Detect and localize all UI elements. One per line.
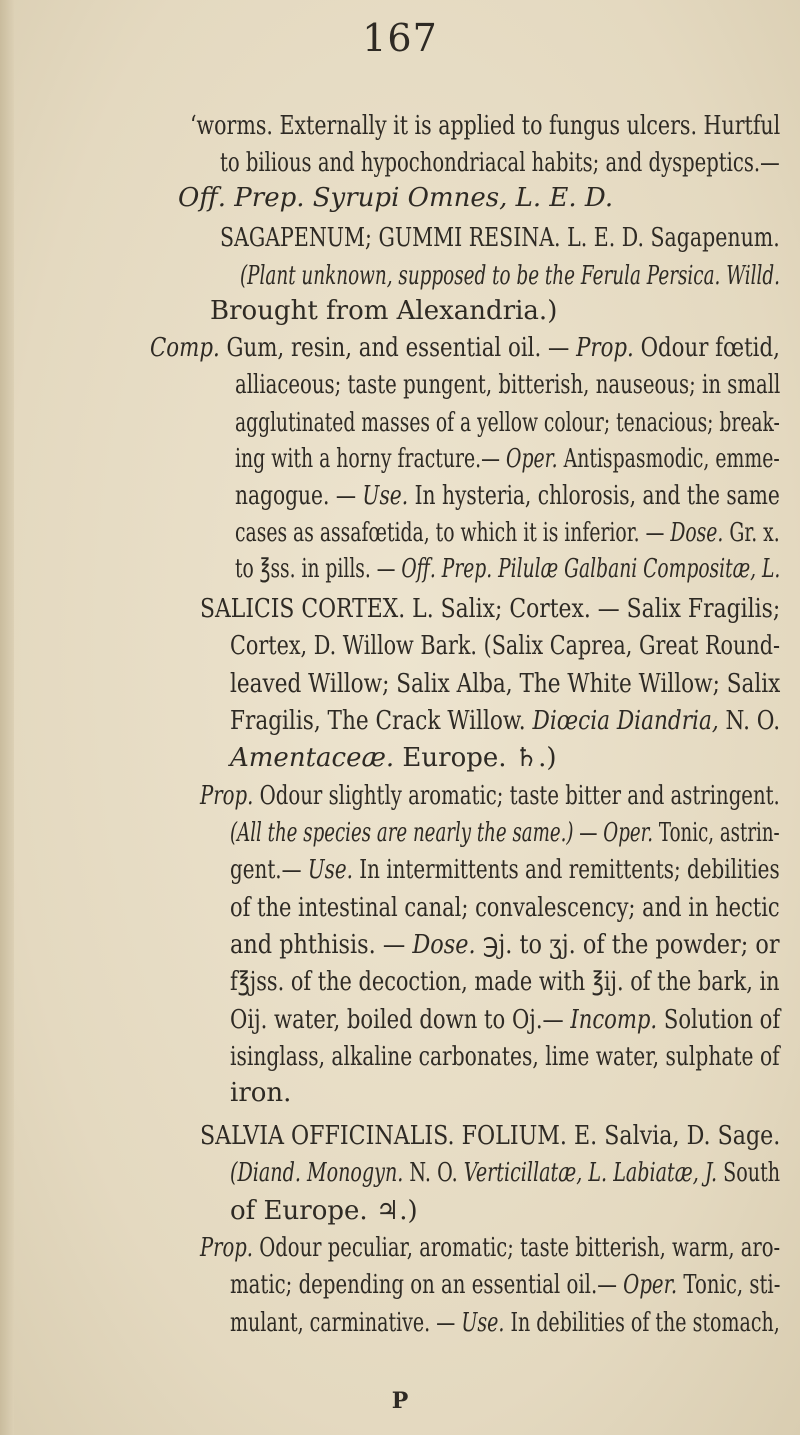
text-line: [230, 927, 780, 963]
italic-text: Use.: [307, 855, 353, 885]
text-line: [200, 1230, 780, 1266]
italic-text: Incomp.: [570, 1005, 658, 1035]
text-line: [235, 478, 780, 514]
text-run: In hysteria, chlorosis, and the same: [408, 481, 780, 511]
text-run: and phthisis. —: [230, 930, 413, 960]
italic-text: (All the species are nearly the same.): [230, 818, 574, 848]
text-run: ‘worms. Externally it is applied to fungus ulcers. Hurtful: [190, 111, 781, 141]
text-run: —: [573, 818, 604, 848]
text-run: isinglass, alkaline carbonates, lime water, sulphate of: [230, 1042, 780, 1072]
text-run: Odour slightly aromatic; taste bitter and astringent.: [253, 781, 780, 811]
text-run: Oij. water, boiled down to Oj.—: [230, 1005, 571, 1035]
italic-text: Oper.: [603, 818, 654, 848]
text-run: Antispasmodic, emme-: [557, 444, 780, 474]
text-line: [235, 441, 780, 477]
text-line: [200, 1118, 780, 1154]
text-run: Europe. ♄.): [394, 743, 557, 773]
text-run: In debilities of the stomach,: [504, 1308, 780, 1338]
italic-text: Prop.: [200, 1233, 254, 1263]
text-run: of Europe. ♃.): [230, 1196, 418, 1226]
text-run: f℥jss. of the decoction, made with ℥ij. of the bark, in: [230, 967, 780, 997]
text-run: Brought from Alexandria.): [210, 296, 558, 326]
text-line: [150, 330, 780, 366]
text-line: [230, 1267, 780, 1303]
text-run: of the intestinal canal; convalescency; and in hectic: [230, 893, 780, 923]
text-run: agglutinated masses of a yellow colour; tenacious; break-: [235, 408, 780, 438]
text-line: [230, 703, 780, 739]
text-run: Tonic, astrin-: [653, 818, 780, 848]
italic-text: (Plant unknown, supposed to be the Ferula Persica. Willd.: [240, 261, 781, 291]
italic-text: Oper.: [623, 1270, 678, 1300]
text-line: [230, 852, 780, 888]
italic-text: Verticillatæ, L. Labiatæ, J.: [463, 1158, 718, 1188]
text-line: [178, 180, 613, 216]
italic-text: Comp.: [150, 333, 220, 363]
italic-text: Off. Prep. Syrupi Omnes, L. E. D.: [178, 183, 614, 213]
text-run: Odour fœtid,: [633, 333, 780, 363]
text-line: [230, 1002, 780, 1038]
text-run: In intermittents and remittents; debilities: [352, 855, 780, 885]
text-line: [210, 293, 557, 329]
italic-text: (Diand. Monogyn.: [230, 1158, 404, 1188]
italic-text: Diœcia Diandria,: [532, 706, 719, 736]
text-run: ing with a horny fracture.—: [235, 444, 507, 474]
text-line: [230, 1155, 780, 1191]
text-line: [220, 145, 780, 181]
text-line: [230, 666, 780, 702]
text-run: SALICIS CORTEX. L. Salix; Cortex. — Salix Fragilis;: [200, 594, 781, 624]
text-run: iron.: [230, 1078, 292, 1108]
text-run: matic; depending on an essential oil.—: [230, 1270, 624, 1300]
text-line: [200, 591, 780, 627]
text-line: [235, 515, 780, 551]
text-line: [230, 890, 780, 926]
text-run: Solution of: [657, 1005, 781, 1035]
italic-text: Prop.: [576, 333, 634, 363]
text-run: Tonic, sti-: [677, 1270, 781, 1300]
text-run: to ℥ss. in pills. —: [235, 554, 402, 584]
text-run: Gum, resin, and essential oil. —: [219, 333, 577, 363]
text-line: [230, 1039, 780, 1075]
text-line: [230, 1075, 291, 1111]
italic-text: Dose.: [412, 930, 476, 960]
text-line: [230, 815, 780, 851]
text-run: gent.—: [230, 855, 308, 885]
text-line: [230, 964, 780, 1000]
italic-text: Use.: [461, 1308, 505, 1338]
text-run: Gr. x.: [723, 518, 780, 548]
text-run: SAGAPENUM; GUMMI RESINA. L. E. D. Sagapenum.: [220, 223, 780, 253]
text-run: ℈j. to ʒj. of the powder; or: [475, 930, 780, 960]
text-run: South: [717, 1158, 781, 1188]
text-run: Fragilis, The Crack Willow.: [230, 706, 533, 736]
text-run: N. O.: [718, 706, 781, 736]
text-line: [230, 740, 557, 776]
text-line: [230, 628, 780, 664]
text-line: [220, 220, 780, 256]
italic-text: Off. Prep. Pilulæ Galbani Compositæ, L.: [401, 554, 781, 584]
page-number: 167: [362, 16, 438, 60]
text-run: mulant, carminative. —: [230, 1308, 462, 1338]
text-run: SALVIA OFFICINALIS. FOLIUM. E. Salvia, D. Sage.: [200, 1121, 781, 1151]
text-run: Cortex, D. Willow Bark. (Salix Caprea, Great Round-: [230, 631, 781, 661]
italic-text: Amentaceæ.: [230, 743, 395, 773]
text-line: [190, 108, 780, 144]
text-line: [235, 405, 780, 441]
italic-text: Prop.: [200, 781, 254, 811]
text-line: [230, 1305, 780, 1341]
text-run: cases as assafœtida, to which it is inferior. —: [235, 518, 671, 548]
text-line: [230, 1193, 418, 1229]
page-left-edge: [0, 0, 14, 1435]
text-line: [235, 551, 780, 587]
text-run: Odour peculiar, aromatic; taste bitterish, warm, aro-: [253, 1233, 781, 1263]
italic-text: Use.: [362, 481, 409, 511]
text-run: to bilious and hypochondriacal habits; and dyspeptics.—: [220, 148, 780, 178]
signature-mark: P: [391, 1388, 409, 1414]
text-run: N. O.: [403, 1158, 464, 1188]
text-run: nagogue. —: [235, 481, 363, 511]
text-line: [240, 258, 780, 294]
text-run: alliaceous; taste pungent, bitterish, nauseous; in small: [235, 370, 781, 400]
text-line: [200, 778, 780, 814]
italic-text: Dose.: [670, 518, 724, 548]
italic-text: Oper.: [506, 444, 558, 474]
text-line: [235, 367, 780, 403]
text-run: leaved Willow; Salix Alba, The White Willow; Salix: [230, 669, 781, 699]
